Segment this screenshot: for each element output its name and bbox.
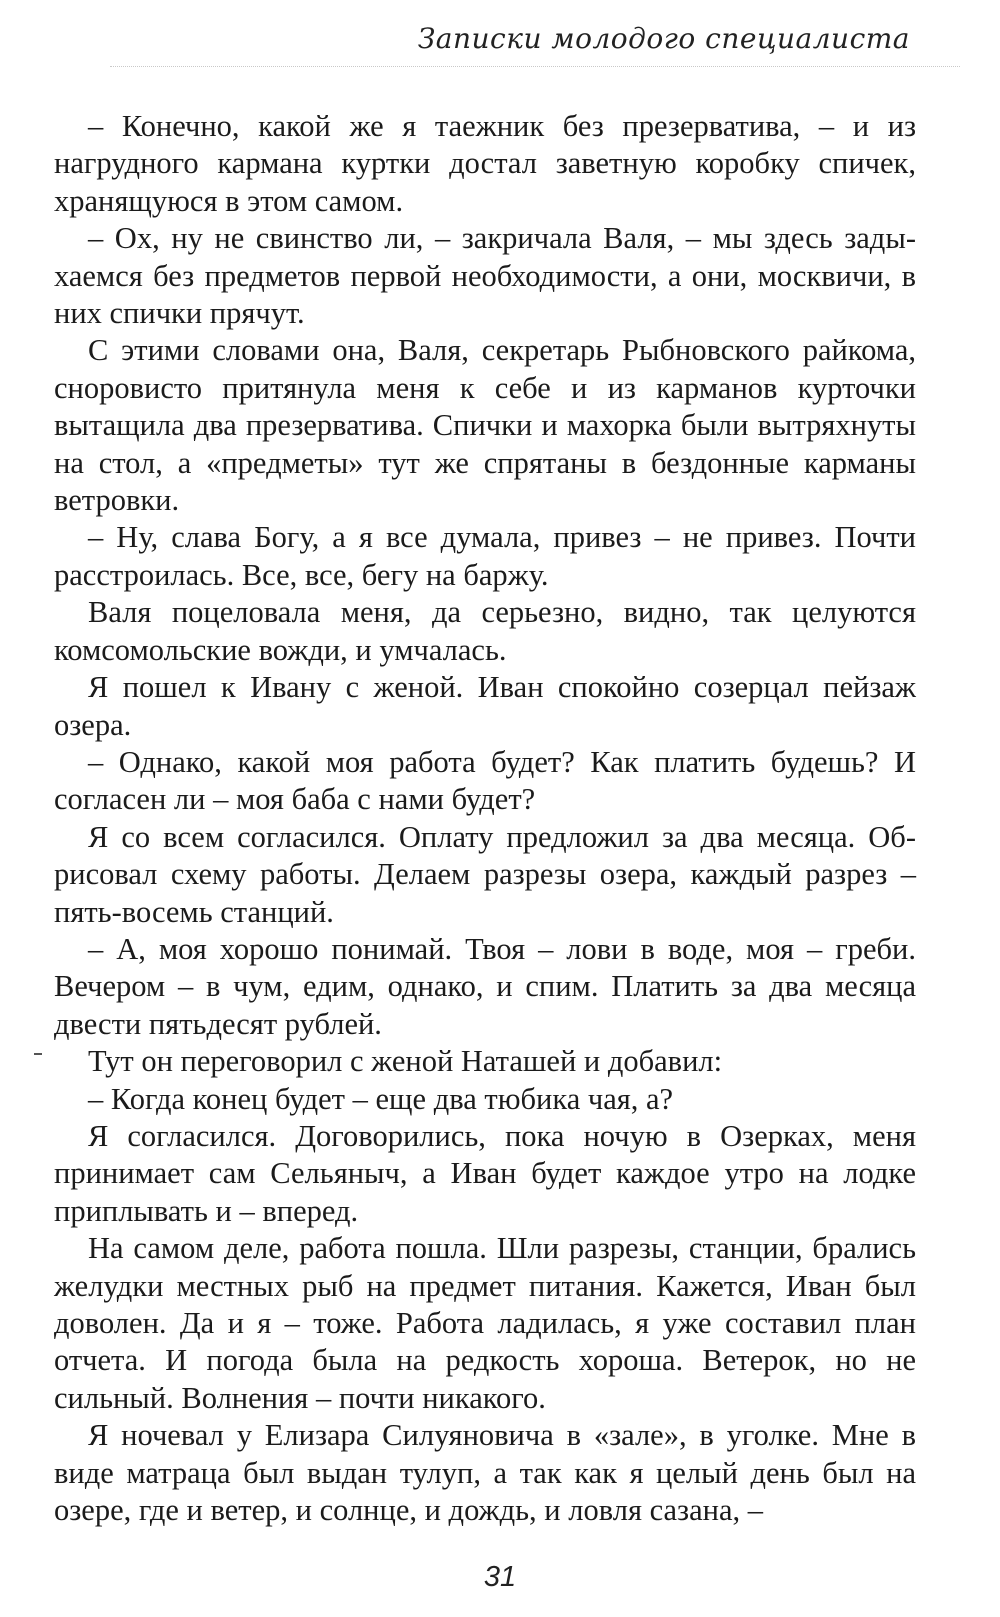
- page-number: 31: [483, 1561, 517, 1593]
- margin-mark: [34, 1053, 42, 1055]
- paragraph: Тут он переговорил с женой Наташей и добавил:: [88, 1044, 723, 1079]
- running-head: Записки молодого специалиста: [417, 22, 910, 55]
- paragraph: Валя поцеловала меня, да серьезно, видно, так целуются комсомольские вожди, и умчалась.: [54, 595, 916, 667]
- paragraph: Я согласился. Договорились, пока ночую в Озерках, меня принимает сам Сельяныч, а Иван будет каждое утро на лодке приплывать и – вперед.: [54, 1118, 916, 1228]
- paragraph: – А, моя хорошо понимай. Твоя – лови в воде, моя – греби. Вечером – в чум, едим, однако, и спим. Платить за два месяца двести пятьдесят рублей.: [54, 931, 916, 1041]
- paragraph: Я ночевал у Елизара Силуяновича в «зале», в уголке. Мне в виде матраца был выдан тулуп, а так как я целый день был на озере, где и ветер, и солнце, и дождь, и ловля сазана, –: [54, 1418, 916, 1528]
- paragraph: С этими словами она, Валя, секретарь Рыбновского райкома, сноровисто притянула меня к себе и из карманов курточки вытащила два презерватива. Спички и махорка были вытряхнуты на стол, а «предметы» тут же спрятаны в бездонные карманы ветровки.: [54, 333, 916, 518]
- header-divider: [110, 66, 960, 67]
- paragraph: Я пошел к Ивану с женой. Иван спокойно созерцал пейзаж озера.: [54, 670, 916, 742]
- paragraph: – Ну, слава Богу, а я все думала, привез – не привез. Почти расстроилась. Все, все, бегу на баржу.: [54, 520, 916, 592]
- paragraph: Я со всем согласился. Оплату предложил за два месяца. Обрисовал схему работы. Делаем разрезы озера, каждый разрез – пять-восемь станций.: [54, 819, 916, 929]
- paragraph: – Когда конец будет – еще два тюбика чая, а?: [88, 1081, 674, 1116]
- paragraph: На самом деле, работа пошла. Шли разрезы, станции, брались желудки местных рыб на предмет питания. Кажется, Иван был доволен. Да и я – тоже. Работа ладилась, я уже составил план отчета. И погода была на редкость хороша. Ветерок, но не сильный. Волнения – почти никакого.: [54, 1231, 916, 1415]
- paragraph: – Ох, ну не свинство ли, – закричала Валя, – мы здесь задыхаемся без предметов первой необходимости, а они, москвичи, в них спички прячут.: [54, 221, 916, 331]
- body-text: [54, 108, 916, 1529]
- paragraph: – Конечно, какой же я таежник без презерватива, – и из нагрудного кармана куртки достал заветную коробку спичек, хранящуюся в этом самом.: [54, 109, 916, 218]
- paragraph: – Однако, какой моя работа будет? Как платить будешь? И согласен ли – моя баба с нами будет?: [54, 744, 916, 817]
